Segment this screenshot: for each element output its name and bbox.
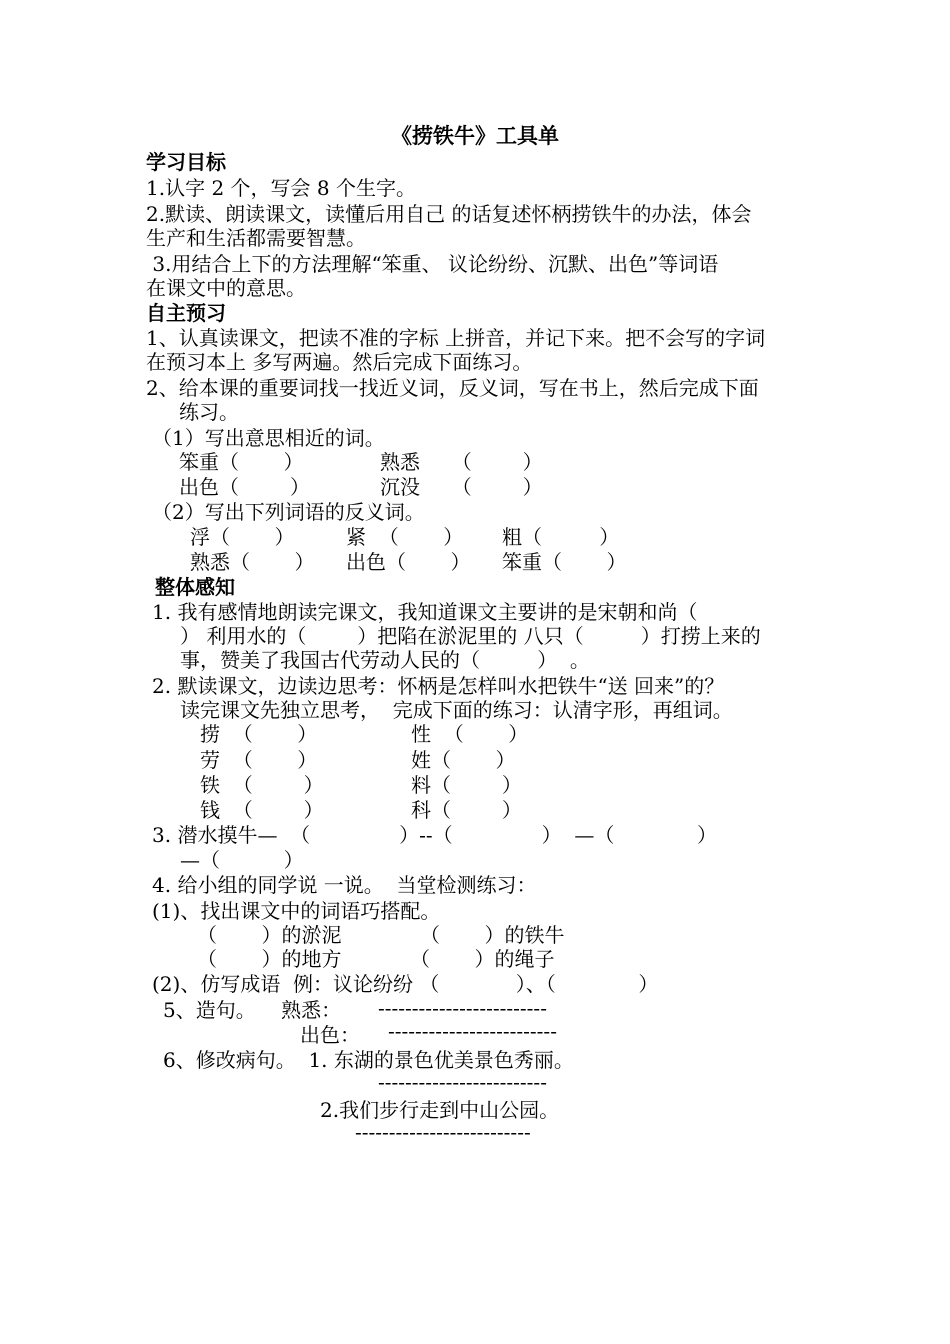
page-title: 《捞铁牛》工具单: [391, 124, 559, 148]
synonym-item: 出色（ ）: [179, 475, 310, 499]
word-item: 性 （ ）: [411, 722, 529, 746]
antonym-item: 浮（ ）: [190, 525, 295, 549]
goal-line: 3.用结合上下的方法理解“笨重、 议论纷纷、沉默、出色”等词语: [146, 252, 719, 276]
preview-line: 2、给本课的重要词找一找近义词，反义词，写在书上，然后完成下面: [146, 376, 759, 400]
perception-line: 2.我们步行走到中山公园。: [320, 1098, 560, 1122]
perception-line: —（ ）: [180, 848, 304, 872]
word-item: 料（ ）: [411, 773, 522, 797]
synonym-item: 笨重（ ）: [179, 450, 304, 474]
goal-line: 2.默读、朗读课文，读懂后用自己 的话复述怀柄捞铁牛的办法，体会: [146, 202, 752, 226]
perception-line: 3. 潜水摸牛— （ ）--（ ） —（ ）: [152, 823, 718, 847]
goal-line: 1.认字 2 个，写会 8 个生字。: [146, 176, 416, 200]
word-item: 铁 （ ）: [200, 773, 324, 797]
answer-line: --------------------------: [355, 1120, 531, 1144]
answer-line: -------------------------: [378, 996, 547, 1020]
word-item: 姓（ ）: [411, 748, 516, 772]
question-antonyms: （2）写出下列词语的反义词。: [152, 500, 425, 524]
synonym-item: 熟悉 （ ）: [380, 450, 543, 474]
word-item: 捞 （ ）: [200, 722, 318, 746]
perception-line: 读完课文先独立思考， 完成下面的练习：认清字形，再组词。: [180, 698, 733, 722]
match-item: （ ）的绳子: [410, 947, 555, 971]
match-item: （ ）的淤泥: [197, 923, 342, 947]
answer-line: -------------------------: [378, 1070, 547, 1094]
perception-line: (1)、找出课文中的词语巧搭配。: [152, 899, 441, 923]
word-item: 科（ ）: [411, 798, 522, 822]
antonym-item: 熟悉（ ）: [190, 550, 315, 574]
heading-overall-perception: 整体感知: [155, 575, 235, 599]
perception-line: 2. 默读课文，边读边思考：怀柄是怎样叫水把铁牛“送 回来”的？: [152, 674, 725, 698]
heading-learning-goals: 学习目标: [146, 150, 226, 174]
word-item: 劳 （ ）: [200, 748, 318, 772]
antonym-item: 粗（ ）: [502, 525, 620, 549]
perception-line: 6、修改病句。 1. 东湖的景色优美景色秀丽。: [163, 1048, 574, 1072]
preview-line: 1、认真读课文，把读不准的字标 上拼音，并记下来。把不会写的字词: [146, 326, 766, 350]
sentence-label: 5、造句。 熟悉：: [163, 998, 342, 1022]
word-item: 钱 （ ）: [200, 798, 324, 822]
antonym-item: 紧 （ ）: [346, 525, 464, 549]
preview-line: 在预习本上 多写两遍。然后完成下面练习。: [146, 350, 533, 374]
perception-line: ） 利用水的（ ）把陷在淤泥里的 八只（ ）打捞上来的: [180, 624, 761, 648]
perception-line: 1. 我有感情地朗读完课文，我知道课文主要讲的是宋朝和尚（: [152, 600, 698, 624]
antonym-item: 笨重（ ）: [502, 550, 627, 574]
question-synonyms: （1）写出意思相近的词。: [152, 426, 385, 450]
sentence-label: 出色：: [300, 1023, 360, 1047]
synonym-item: 沉没 （ ）: [380, 475, 543, 499]
answer-line: -------------------------: [388, 1019, 557, 1043]
perception-line: 事，赞美了我国古代劳动人民的（ ） 。: [180, 648, 590, 672]
antonym-item: 出色（ ）: [346, 550, 471, 574]
goal-line: 在课文中的意思。: [146, 276, 306, 300]
perception-line: (2)、仿写成语 例：议论纷纷 （ ）、（ ）: [152, 972, 659, 996]
goal-line: 生产和生活都需要智慧。: [146, 226, 366, 250]
perception-line: 4. 给小组的同学说 一说。 当堂检测练习：: [152, 873, 537, 897]
match-item: （ ）的铁牛: [420, 923, 565, 947]
preview-line: 练习。: [179, 400, 239, 424]
match-item: （ ）的地方: [197, 947, 342, 971]
heading-self-preview: 自主预习: [146, 301, 226, 325]
